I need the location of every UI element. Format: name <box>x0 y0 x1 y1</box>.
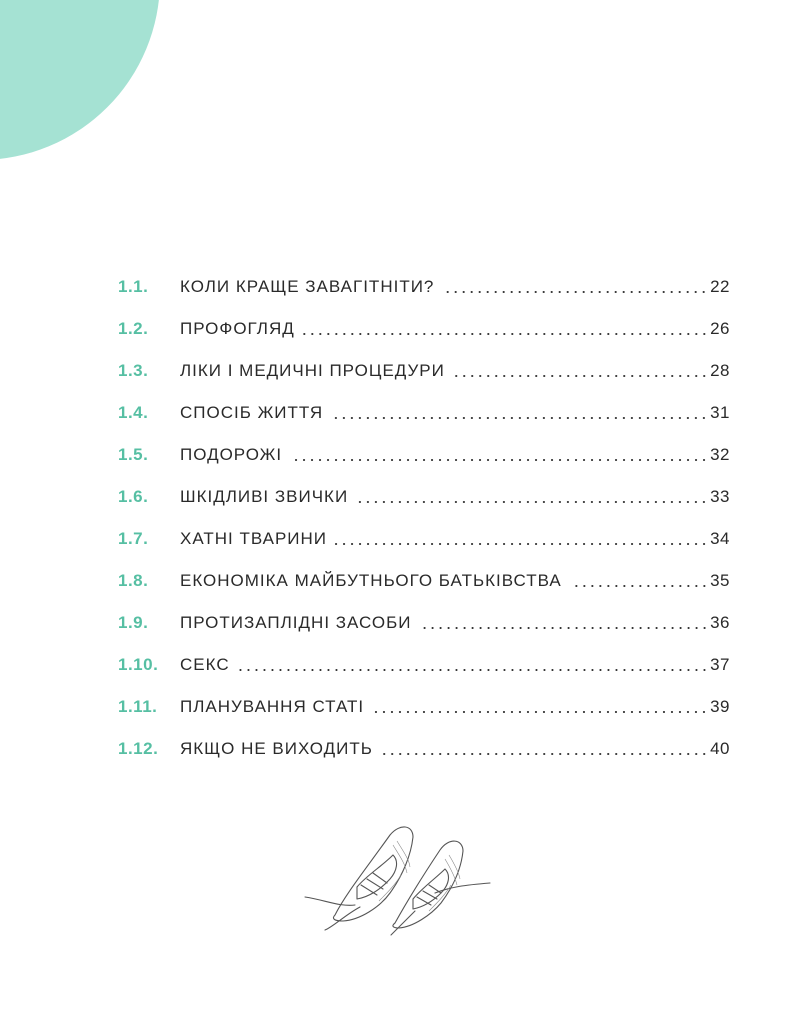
toc-title: ЛІКИ І МЕДИЧНІ ПРОЦЕДУРИ <box>180 361 445 380</box>
toc-number: 1.2. <box>118 319 149 338</box>
toc-number: 1.4. <box>118 403 149 422</box>
dot-leader <box>453 375 708 377</box>
toc-number: 1.10. <box>118 655 159 674</box>
toc-page-number: 22 <box>710 277 730 296</box>
toc-title: ПРОТИЗАПЛІДНІ ЗАСОБИ <box>180 613 412 632</box>
table-of-contents <box>118 266 730 770</box>
dot-leader <box>381 753 708 755</box>
toc-number: 1.3. <box>118 361 149 380</box>
toc-title: ЯКЩО НЕ ВИХОДИТЬ <box>180 739 373 758</box>
dot-leader <box>442 291 708 293</box>
toc-title: СЕКС <box>180 655 230 674</box>
toc-number: 1.1. <box>118 277 149 296</box>
dot-leader <box>356 501 708 503</box>
baby-shoes-sketch-icon <box>295 815 495 940</box>
toc-title: ШКІДЛИВІ ЗВИЧКИ <box>180 487 349 506</box>
dot-leader <box>372 711 708 713</box>
toc-number: 1.5. <box>118 445 149 464</box>
toc-entry[interactable] <box>118 602 730 644</box>
toc-title: ЕКОНОМІКА МАЙБУТНЬОГО БАТЬКІВСТВА <box>180 571 562 590</box>
toc-page-number: 26 <box>710 319 730 338</box>
dot-leader <box>238 669 708 671</box>
dot-leader <box>335 543 708 545</box>
toc-entry[interactable] <box>118 560 730 602</box>
toc-entry[interactable] <box>118 518 730 560</box>
toc-number: 1.6. <box>118 487 149 506</box>
dot-leader <box>290 459 708 461</box>
toc-title: КОЛИ КРАЩЕ ЗАВАГІТНІТИ? <box>180 277 435 296</box>
toc-page-number: 37 <box>710 655 730 674</box>
dot-leader <box>331 417 708 419</box>
toc-entry[interactable] <box>118 350 730 392</box>
toc-page-number: 40 <box>710 739 730 758</box>
corner-decoration-circle <box>0 0 160 160</box>
toc-number: 1.12. <box>118 739 159 758</box>
toc-entry[interactable] <box>118 434 730 476</box>
toc-page-number: 28 <box>710 361 730 380</box>
toc-title: СПОСІБ ЖИТТЯ <box>180 403 324 422</box>
toc-page-number: 34 <box>710 529 730 548</box>
toc-title: ПРОФОГЛЯД <box>180 319 295 338</box>
toc-entry[interactable] <box>118 308 730 350</box>
toc-title: ХАТНІ ТВАРИНИ <box>180 529 328 548</box>
toc-number: 1.9. <box>118 613 149 632</box>
toc-number: 1.8. <box>118 571 149 590</box>
dot-leader <box>570 585 708 587</box>
toc-page-number: 33 <box>710 487 730 506</box>
toc-page-number: 32 <box>710 445 730 464</box>
toc-entry[interactable] <box>118 476 730 518</box>
dot-leader <box>420 627 709 629</box>
toc-page-number: 35 <box>710 571 730 590</box>
toc-page-number: 31 <box>710 403 730 422</box>
toc-entry[interactable] <box>118 266 730 308</box>
toc-page-number: 39 <box>710 697 730 716</box>
toc-number: 1.11. <box>118 697 158 716</box>
toc-entry[interactable] <box>118 644 730 686</box>
toc-number: 1.7. <box>118 529 149 548</box>
toc-page-number: 36 <box>710 613 730 632</box>
toc-entry[interactable] <box>118 728 730 770</box>
toc-title: ПЛАНУВАННЯ СТАТІ <box>180 697 365 716</box>
toc-title: ПОДОРОЖІ <box>180 445 283 464</box>
toc-entry[interactable] <box>118 392 730 434</box>
dot-leader <box>303 333 708 335</box>
toc-entry[interactable] <box>118 686 730 728</box>
